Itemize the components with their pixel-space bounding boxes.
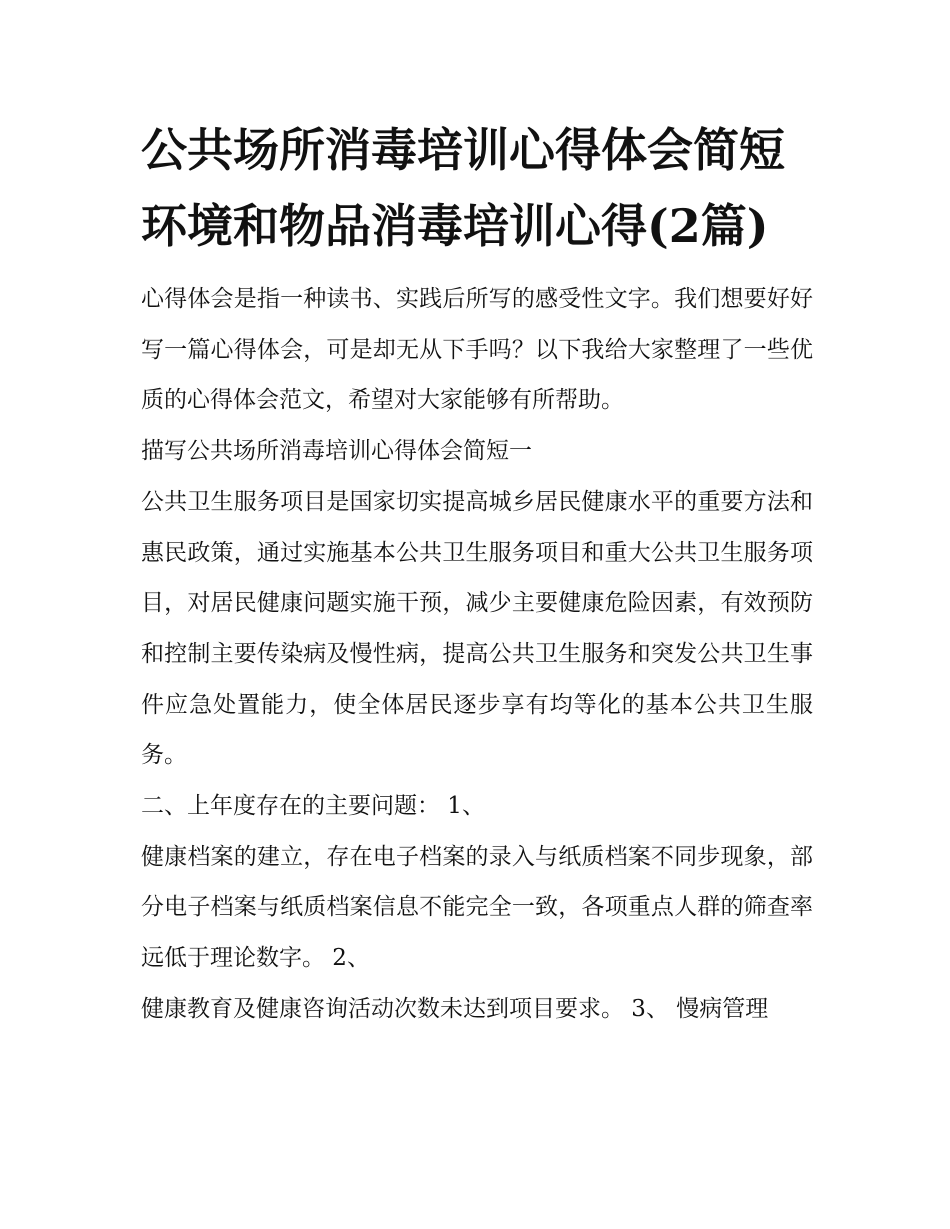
- paragraph-public-health: 公共卫生服务项目是国家切实提高城乡居民健康水平的重要方法和惠民政策，通过实施基本公共卫生服务项目和重大公共卫生服务项目，对居民健康问题实施干预，减少主要健康危险因素，有效预防和控制主要传染病及慢性病，提高公共卫生服务和突发公共卫生事件应急处置能力，使全体居民逐步享有均等化的基本公共卫生服务。: [141, 488, 813, 769]
- paragraph-intro: 心得体会是指一种读书、实践后所写的感受性文字。我们想要好好写一篇心得体会，可是却无从下手吗？以下我给大家整理了一些优质的心得体会范文，希望对大家能够有所帮助。: [141, 286, 813, 414]
- document-page: [141, 112, 813, 1035]
- paragraph-heading-one: 描写公共场所消毒培训心得体会简短一: [141, 438, 532, 465]
- paragraph-health-records: 健康档案的建立，存在电子档案的录入与纸质档案不同步现象，部分电子档案与纸质档案信息不能完全一致，各项重点人群的筛查率远低于理论数字。 2、: [141, 843, 813, 972]
- document-title: 公共场所消毒培训心得体会简短 环境和物品消毒培训心得(2篇): [141, 123, 785, 253]
- paragraph-problems-heading: 二、上年度存在的主要问题： 1、: [141, 793, 485, 820]
- paragraph-health-education: 健康教育及健康咨询活动次数未达到项目要求。 3、 慢病管理: [141, 995, 769, 1022]
